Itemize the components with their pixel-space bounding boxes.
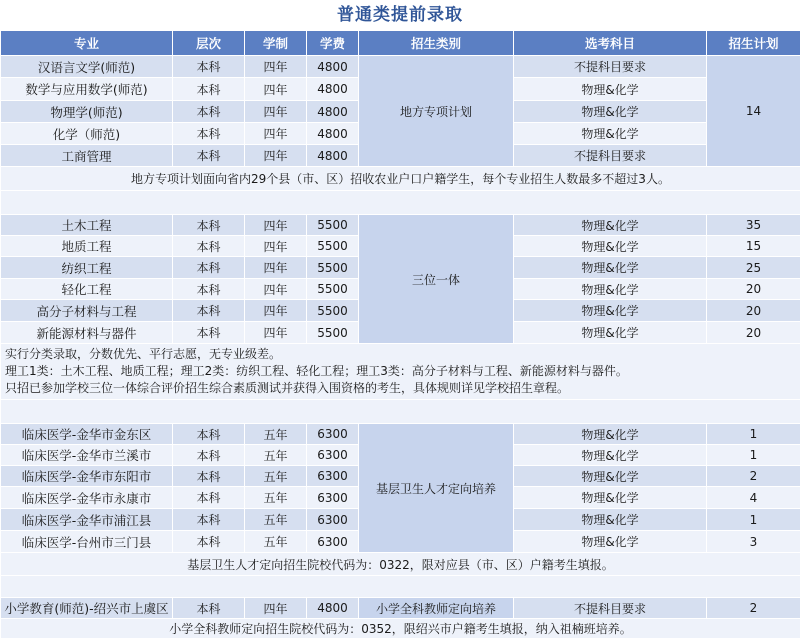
years-cell: 五年 [245,487,307,509]
table-row [1,424,800,445]
spacer-row [1,191,800,215]
fee-cell: 4800 [307,56,359,78]
note-row [1,167,800,191]
subjects-cell: 不提科目要求 [514,598,707,619]
section2-note-line: 实行分类录取，分数优先、平行志愿，无专业级差。 [5,346,800,363]
level-cell: 本科 [173,322,245,344]
fee-cell: 6300 [307,424,359,445]
level-cell: 本科 [173,101,245,123]
plan-cell: 1 [707,509,800,531]
years-cell: 四年 [245,300,307,322]
years-cell: 四年 [245,101,307,123]
header-fee: 学费 [307,31,359,56]
years-cell: 五年 [245,445,307,466]
major-cell: 地质工程 [1,236,173,257]
major-cell: 临床医学-金华市浦江县 [1,509,173,531]
subjects-cell: 物理&化学 [514,445,707,466]
years-cell: 四年 [245,257,307,279]
years-cell: 五年 [245,531,307,553]
header-category: 招生类别 [359,31,514,56]
fee-cell: 5500 [307,257,359,279]
subjects-cell: 不提科目要求 [514,56,707,78]
major-cell: 小学教育(师范)-绍兴市上虞区 [1,598,173,619]
major-cell: 临床医学-金华市永康市 [1,487,173,509]
major-cell: 新能源材料与器件 [1,322,173,344]
level-cell: 本科 [173,236,245,257]
category-cell: 小学全科教师定向培养 [359,598,514,619]
fee-cell: 5500 [307,279,359,300]
major-cell: 土木工程 [1,215,173,236]
subjects-cell: 物理&化学 [514,300,707,322]
plan-cell: 4 [707,487,800,509]
years-cell: 四年 [245,322,307,344]
category-cell: 地方专项计划 [359,56,514,167]
level-cell: 本科 [173,509,245,531]
subjects-cell: 物理&化学 [514,101,707,123]
page-title: 普通类提前录取 [0,0,800,30]
level-cell: 本科 [173,257,245,279]
years-cell: 五年 [245,509,307,531]
level-cell: 本科 [173,56,245,78]
subjects-cell: 物理&化学 [514,509,707,531]
fee-cell: 5500 [307,236,359,257]
note-row [1,553,800,576]
note-row [1,344,800,400]
category-cell: 三位一体 [359,215,514,344]
section4-note: 小学全科教师定向招生院校代码为：0352，限绍兴市户籍考生填报，纳入祖楠班培养。 [1,619,800,639]
plan-cell: 20 [707,279,800,300]
major-cell: 轻化工程 [1,279,173,300]
years-cell: 四年 [245,215,307,236]
subjects-cell: 物理&化学 [514,123,707,145]
level-cell: 本科 [173,123,245,145]
years-cell: 四年 [245,56,307,78]
note-row [1,619,800,639]
years-cell: 四年 [245,78,307,101]
years-cell: 五年 [245,466,307,487]
major-cell: 临床医学-金华市金东区 [1,424,173,445]
section2-note-line: 理工1类：土木工程、地质工程；理工2类：纺织工程、轻化工程；理工3类：高分子材料与工程、新能源材料与器件。 [5,363,800,380]
plan-cell: 35 [707,215,800,236]
fee-cell: 6300 [307,466,359,487]
subjects-cell: 物理&化学 [514,215,707,236]
spacer-row [1,400,800,424]
plan-cell: 1 [707,445,800,466]
subjects-cell: 物理&化学 [514,531,707,553]
level-cell: 本科 [173,215,245,236]
years-cell: 四年 [245,123,307,145]
major-cell: 高分子材料与工程 [1,300,173,322]
plan-cell: 14 [707,56,800,167]
major-cell: 工商管理 [1,145,173,167]
level-cell: 本科 [173,466,245,487]
fee-cell: 4800 [307,123,359,145]
section2-notes [1,344,800,400]
table-row [1,56,800,78]
subjects-cell: 物理&化学 [514,279,707,300]
fee-cell: 4800 [307,145,359,167]
header-row [1,31,800,56]
plan-cell: 2 [707,598,800,619]
subjects-cell: 不提科目要求 [514,145,707,167]
fee-cell: 5500 [307,300,359,322]
years-cell: 五年 [245,424,307,445]
subjects-cell: 物理&化学 [514,466,707,487]
table-row [1,598,800,619]
fee-cell: 4800 [307,78,359,101]
section2-note-line: 只招已参加学校三位一体综合评价招生综合素质测试并获得入围资格的考生，具体规则详见学校招生章程。 [5,380,800,397]
fee-cell: 6300 [307,487,359,509]
major-cell: 临床医学-金华市兰溪市 [1,445,173,466]
header-level: 层次 [173,31,245,56]
fee-cell: 6300 [307,445,359,466]
level-cell: 本科 [173,445,245,466]
header-plan: 招生计划 [707,31,800,56]
section3-note: 基层卫生人才定向招生院校代码为：0322，限对应县（市、区）户籍考生填报。 [1,553,800,576]
major-cell: 化学（师范) [1,123,173,145]
fee-cell: 4800 [307,598,359,619]
plan-cell: 20 [707,300,800,322]
subjects-cell: 物理&化学 [514,424,707,445]
major-cell: 临床医学-金华市东阳市 [1,466,173,487]
plan-cell: 15 [707,236,800,257]
subjects-cell: 物理&化学 [514,322,707,344]
table-row [1,215,800,236]
level-cell: 本科 [173,78,245,101]
header-major: 专业 [1,31,173,56]
years-cell: 四年 [245,145,307,167]
major-cell: 物理学(师范) [1,101,173,123]
header-years: 学制 [245,31,307,56]
header-subjects: 选考科目 [514,31,707,56]
plan-cell: 2 [707,466,800,487]
fee-cell: 6300 [307,531,359,553]
major-cell: 汉语言文学(师范) [1,56,173,78]
level-cell: 本科 [173,531,245,553]
major-cell: 纺织工程 [1,257,173,279]
plan-cell: 3 [707,531,800,553]
subjects-cell: 物理&化学 [514,257,707,279]
years-cell: 四年 [245,236,307,257]
plan-cell: 1 [707,424,800,445]
fee-cell: 4800 [307,101,359,123]
years-cell: 四年 [245,279,307,300]
plan-cell: 25 [707,257,800,279]
level-cell: 本科 [173,424,245,445]
fee-cell: 5500 [307,322,359,344]
level-cell: 本科 [173,487,245,509]
category-cell: 基层卫生人才定向培养 [359,424,514,553]
admission-table [0,30,800,639]
subjects-cell: 物理&化学 [514,78,707,101]
fee-cell: 5500 [307,215,359,236]
plan-cell: 20 [707,322,800,344]
major-cell: 临床医学-台州市三门县 [1,531,173,553]
section1-note: 地方专项计划面向省内29个县（市、区）招收农业户口户籍学生，每个专业招生人数最多不超过3人。 [1,167,800,191]
level-cell: 本科 [173,145,245,167]
level-cell: 本科 [173,279,245,300]
years-cell: 四年 [245,598,307,619]
level-cell: 本科 [173,300,245,322]
subjects-cell: 物理&化学 [514,236,707,257]
spacer-row [1,576,800,598]
fee-cell: 6300 [307,509,359,531]
major-cell: 数学与应用数学(师范) [1,78,173,101]
level-cell: 本科 [173,598,245,619]
subjects-cell: 物理&化学 [514,487,707,509]
